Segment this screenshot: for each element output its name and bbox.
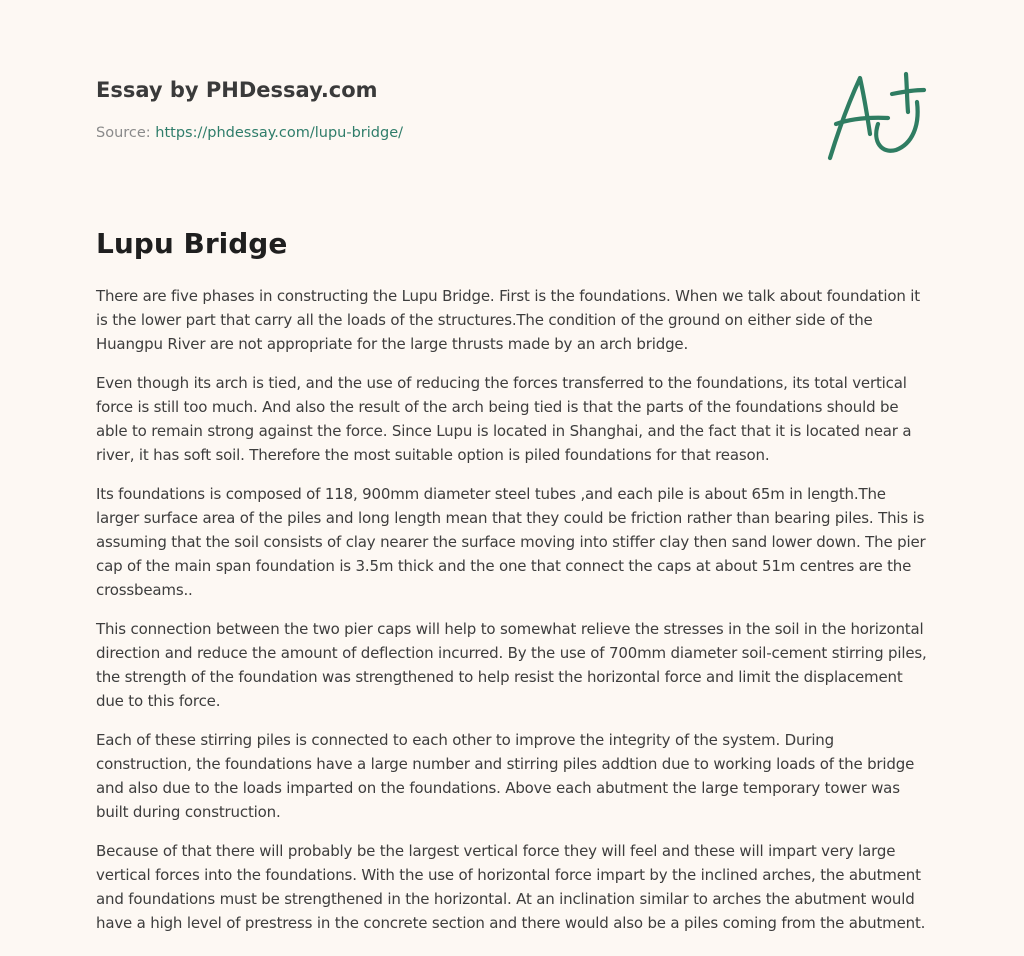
essay-header bbox=[96, 76, 796, 143]
essay-paragraph: Its foundations is composed of 118, 900mm diameter steel tubes ,and each pile is about 65m in length.The larger surface area of the piles and long length mean that they could be friction rather than bearing piles. This is assuming that the soil consists of clay nearer the surface moving into stiffer clay then sand lower down. The pier cap of the main span foundation is 3.5m thick and the one that connect the caps at about 51m centres are the crossbeams.. bbox=[96, 485, 926, 599]
essay-body bbox=[96, 284, 930, 950]
essay-paragraph: There are five phases in constructing the Lupu Bridge. First is the foundations. When we talk about foundation it is the lower part that carry all the loads of the structures.The condition of the ground on either side of the Huangpu River are not appropriate for the large thrusts made by an arch bridge. bbox=[96, 287, 920, 353]
source-label: Source: bbox=[96, 125, 156, 141]
source-link[interactable]: https://phdessay.com/lupu-bridge/ bbox=[155, 125, 404, 141]
source-line bbox=[96, 123, 796, 143]
essay-title: Lupu Bridge bbox=[96, 227, 288, 260]
site-title: Essay by PHDessay.com bbox=[96, 78, 378, 102]
essay-paragraph: Because of that there will probably be the largest vertical force they will feel and these will impart very large vertical forces into the foundations. With the use of horizontal force impart by the inclined arches, the abutment and foundations must be strengthened in the horizontal. At an inclination similar to arches the abutment would have a high level of prestress in the concrete section and there would also be a piles coming from the abutment. bbox=[96, 842, 926, 932]
essay-paragraph: This connection between the two pier caps will help to somewhat relieve the stresses in the soil in the horizontal direction and reduce the amount of deflection incurred. By the use of 700mm diameter soil-cement stirring piles, the strength of the foundation was strengthened to help resist the horizontal force and limit the displacement due to this force. bbox=[96, 620, 927, 710]
essay-paragraph: Each of these stirring piles is connected to each other to improve the integrity of the system. During construction, the foundations have a large number and stirring piles addtion due to working loads of the bridge and also due to the loads imparted on the foundations. Above each abutment the large temporary tower was built during construction. bbox=[96, 731, 915, 821]
a-plus-logo-icon bbox=[820, 66, 928, 166]
essay-paragraph: Even though its arch is tied, and the use of reducing the forces transferred to the foundations, its total vertical force is still too much. And also the result of the arch being tied is that the parts of the foundations should be able to remain strong against the force. Since Lupu is located in Shanghai, and the fact that it is located near a river, it has soft soil. Therefore the most suitable option is piled foundations for that reason. bbox=[96, 374, 912, 464]
